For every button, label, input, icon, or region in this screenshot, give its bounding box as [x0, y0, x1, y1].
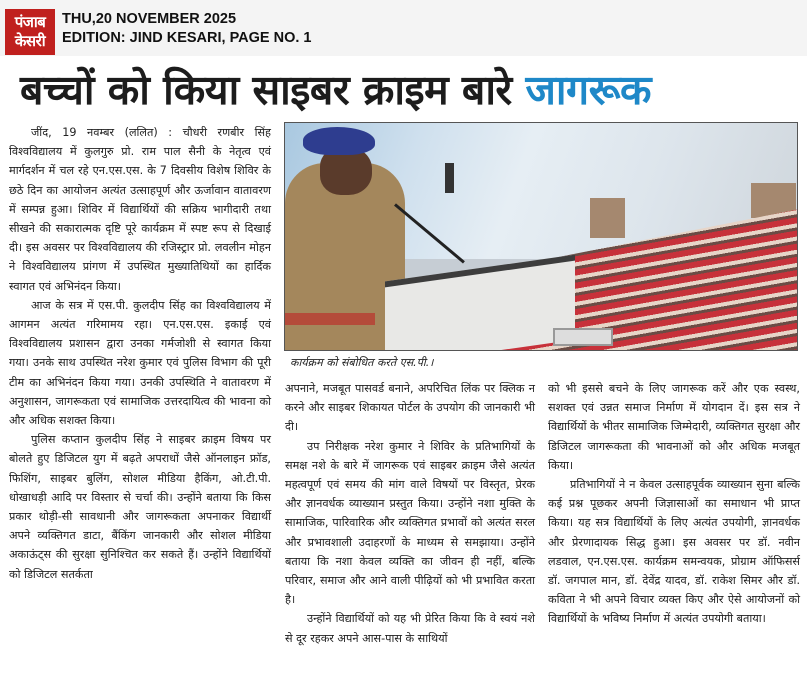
officer-belt — [285, 313, 375, 325]
paragraph: को भी इससे बचने के लिए जागरूक करें और एक स्वस्थ, सशक्त एवं उन्नत समाज निर्माण में योगदान दें। इस सत्र ने विद्यार्थियों के भीतर सामाजिक जिम्मेदारी, व्यक्तिगत सुरक्षा और डिजिटल जागरूकता की भावनाओं को और अधिक मजबूत किया। — [548, 382, 800, 472]
wall-speaker-icon — [445, 163, 454, 193]
podium — [385, 255, 575, 351]
paragraph: पुलिस कप्तान कुलदीप सिंह ने साइबर क्राइम विषय पर बोलते हुए डिजिटल युग में बढ़ते अपराधों जैसे ऑनलाइन फ्रॉड, फिशिंग, साइबर बुलिंग, सोशल मीडिया हैकिंग, ओ.टी.पी. धोखाधड़ी आदि पर विस्तार से चर्चा की। उन्होंने बताया कि किस प्रकार थोड़ी-सी सावधानी और जागरूकता अपनाकर विद्यार्थी अपने व्यक्तिगत डाटा, बैंकिंग जानकारी और सोशल मीडिया अकाऊंट्स की सुरक्षा सुनिश्चित कर सकते हैं। उन्होंने विद्यार्थियों को डिजिटल सतर्कता — [9, 433, 271, 581]
paragraph: उन्होंने विद्यार्थियों को यह भी प्रेरित किया कि वे स्वयं नशे से दूर रहकर अपने आस-पास के साथियों — [285, 612, 535, 645]
article-photo — [284, 122, 798, 351]
article-column-1 — [9, 123, 271, 584]
paragraph: अपनाने, मजबूत पासवर्ड बनाने, अपरिचित लिंक पर क्लिक न करने और साइबर शिकायत पोर्टल के उपयोग की जानकारी भी दी। — [285, 382, 535, 434]
door — [590, 198, 625, 238]
article-column-2 — [285, 379, 535, 648]
logo-line-2: केसरी — [14, 32, 46, 50]
beret — [303, 127, 375, 155]
logo-line-1: पंजाब — [14, 13, 46, 31]
punjab-kesari-logo — [5, 9, 55, 55]
paragraph: प्रतिभागियों ने न केवल उत्साहपूर्वक व्याख्यान सुना बल्कि कई प्रश्न पूछकर अपनी जिज्ञासाओं का समाधान भी प्राप्त किया। यह सत्र विद्यार्थियों के लिए अत्यंत उपयोगी, ज्ञानवर्धक और प्रेरणादायक सिद्ध हुआ। इस अवसर पर डॉ. नवीन लडवाल, एन.एस.एस. कार्यक्रम समन्वयक, प्रोग्राम ऑफिसर्स डॉ. जगपाल मान, डॉ. देवेंद्र यादव, डॉ. राकेश सिमर और डॉ. कविता ने भी अपने विचार व्यक्त किए और ऐसे आयोजनों को विद्यार्थियों के भविष्य निर्माण में अत्यंत उपयोगी बताया। — [548, 478, 800, 626]
photo-caption: कार्यक्रम को संबोधित करते एस.पी.। — [290, 356, 434, 369]
article-headline — [20, 62, 807, 118]
edition-page: EDITION: JIND KESARI, PAGE NO. 1 — [62, 30, 312, 46]
front-table — [553, 328, 613, 346]
masthead — [0, 0, 807, 56]
paragraph: जींद, 19 नवम्बर (ललित) : चौधरी रणबीर सिंह विश्वविद्यालय में कुलगुरु प्रो. राम पाल सैनी के नेतृत्व एवं मार्गदर्शन में चल रहे एन.एस.एस. के 7 दिवसीय विशेष शिविर के छठे दिन का आयोजन अत्यंत उत्साहपूर्ण और ऊर्जावान वातावरण में सम्पन्न हुआ। शिविर में विद्यार्थियों की सक्रिय भागीदारी तथा सीखने की सकारात्मक दृष्टि पूरे कार्यक्रम में स्पष्ट रूप से दिखाई दी। इस अवसर पर विश्वविद्यालय की रजिस्ट्रार प्रो. लवलीन मोहन ने विश्वविद्यालय प्रांगण में उपस्थित मुख्यातिथियों का हार्दिक स्वागत एवं अभिनंदन किया। — [9, 126, 271, 293]
paragraph: उप निरीक्षक नरेश कुमार ने शिविर के प्रतिभागियों के समक्ष नशे के बारे में जागरूक एवं साइबर क्राइम जैसे अत्यंत महत्वपूर्ण एवं समय की मांग वाले विषयों पर विस्तृत, प्रेरक और ज्ञानवर्धक व्याख्यान प्रस्तुत किया। उन्होंने नशा मुक्ति के सामाजिक, पारिवारिक और व्यक्तिगत प्रभावों को अत्यंत सरल और प्रभावशाली उदाहरणों के माध्यम से समझाया। उन्होंने बताया कि नशा केवल व्यक्ति का जीवन ही नहीं, बल्कि परिवार, समाज और आने वाली पीढ़ियों को भी प्रभावित करता है। — [285, 439, 535, 607]
paragraph: आज के सत्र में एस.पी. कुलदीप सिंह का विश्वविद्यालय में आगमन अत्यंत गरिमामय रहा। एन.एस.एस. इकाई एवं विश्वविद्यालय प्रशासन द्वारा उनका गर्मजोशी से स्वागत किया गया। उनके साथ उपस्थित नरेश कुमार एवं पुलिस विभाग की पूरी टीम का अभिनंदन किया गया। उनकी उपस्थिति ने वातावरण में अनुशासन, जागरूकता एवं सामाजिक उत्तरदायित्व की भावना को और अधिक सशक्त किया। — [9, 298, 271, 428]
publication-date: THU,20 NOVEMBER 2025 — [62, 11, 237, 27]
headline-highlight: जागरूक — [525, 66, 651, 114]
article-column-3 — [548, 379, 800, 629]
headline-main: बच्चों को किया साइबर क्राइम बारे — [20, 66, 526, 114]
edition-info — [62, 10, 312, 48]
